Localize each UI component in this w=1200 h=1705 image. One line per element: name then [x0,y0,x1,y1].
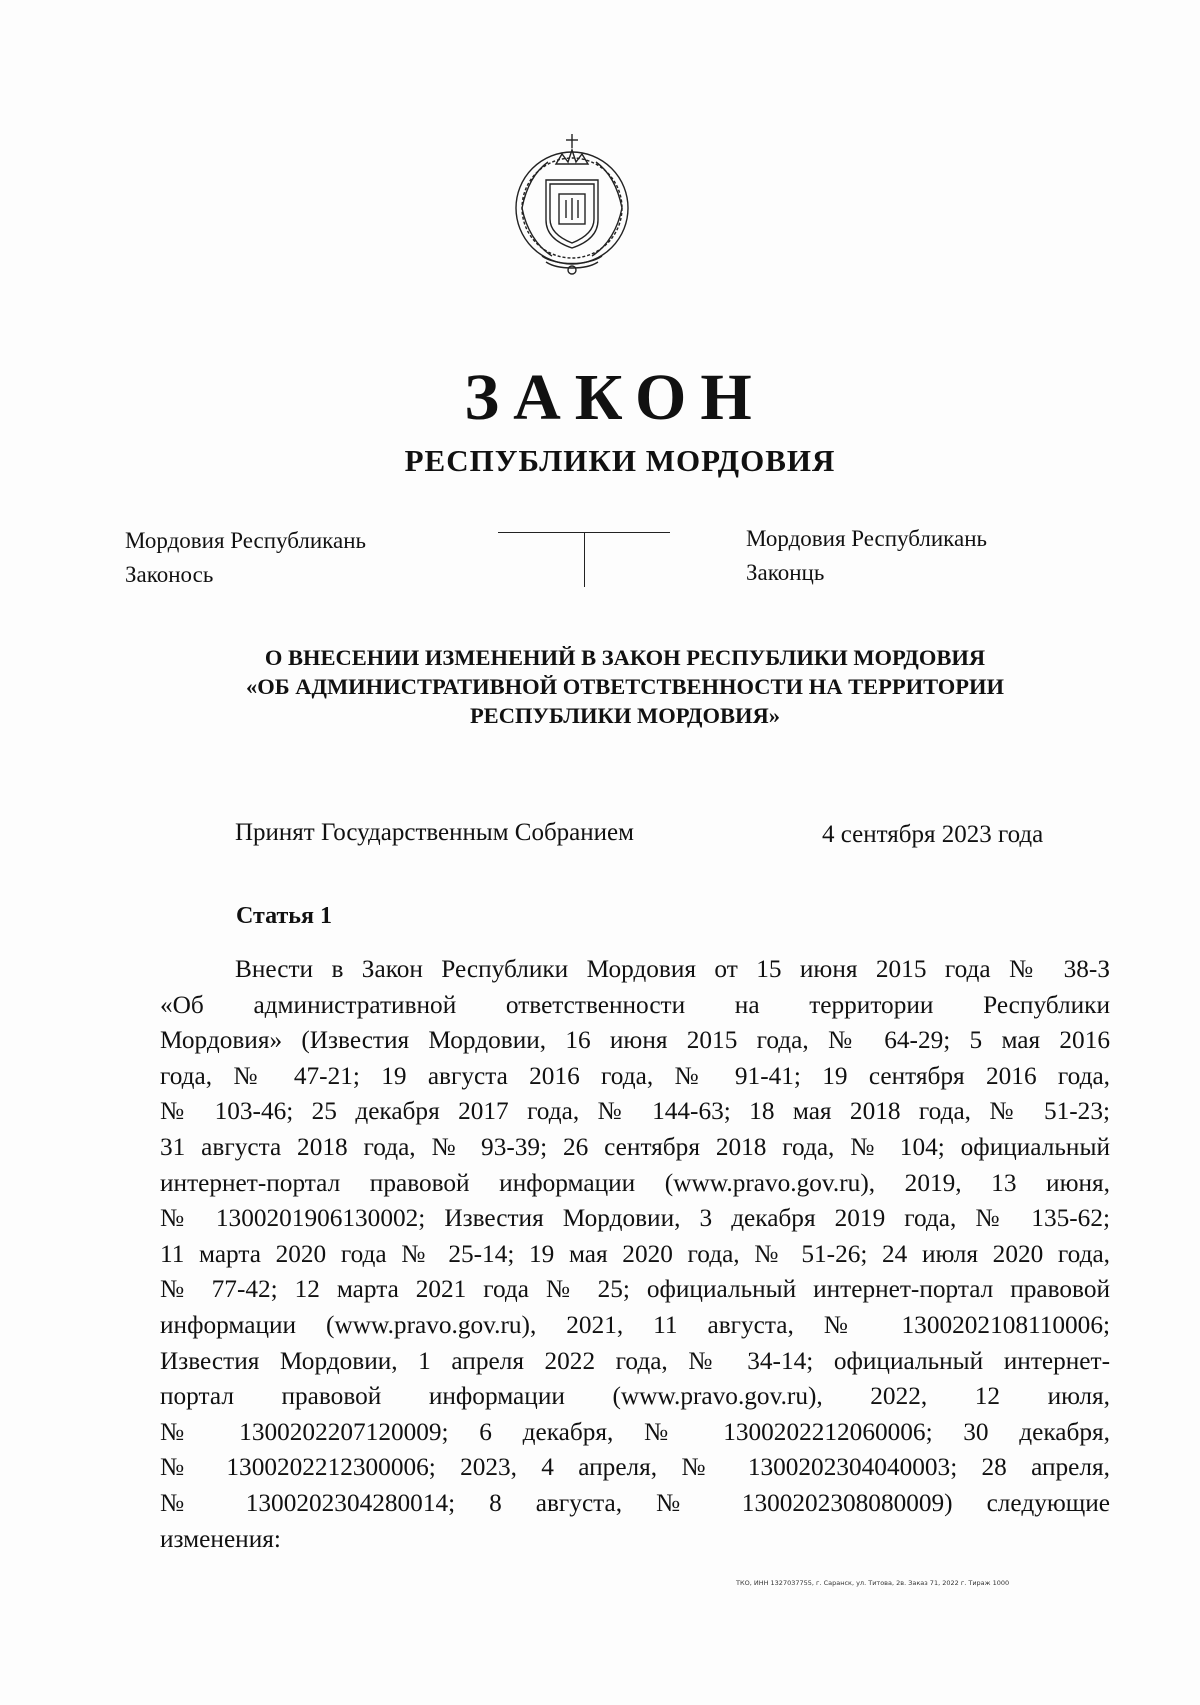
printer-imprint: ТКО, ИНН 1327037755, г. Саранск, ул. Титова, 2в. Заказ 71, 2022 г. Тираж 1000 [736,1579,1010,1587]
moksha-title-left [125,524,366,592]
article-title: Статья 1 [236,903,332,929]
moksha-right-line1: Мордовия Республикань [746,526,988,551]
body-line: Известия Мордовии, 1 апреля 2022 года, № 34-14; официальный интернет- [160,1346,1110,1375]
law-heading [0,643,1200,730]
body-line: Мордовия» (Известия Мордовии, 16 июня 2015 года, № 64-29; 5 мая 2016 [160,1026,1110,1055]
article-body [160,952,1110,1557]
adoption-date: 4 сентября 2023 года [822,821,1044,848]
law-heading-line2: «ОБ АДМИНИСТРАТИВНОЙ ОТВЕТСТВЕННОСТИ НА ТЕРРИТОРИИ [245,674,1005,699]
moksha-left-line2: Законось [125,562,214,587]
adopted-by: Принят Государственным Собранием [235,819,634,846]
moksha-right-line2: Законць [746,560,825,585]
document-subtitle: РЕСПУБЛИКИ МОРДОВИЯ [404,443,836,478]
body-line: № 103-46; 25 декабря 2017 года, № 144-63; 18 мая 2018 года, № 51-23; [160,1097,1110,1126]
body-line: № 1300202304280014; 8 августа, № 1300202308080009) следующие [160,1488,1110,1517]
body-line: изменения: [160,1524,281,1553]
body-line: № 77-42; 12 марта 2021 года № 25; официальный интернет-портал правовой [160,1275,1110,1304]
body-line: № 1300201906130002; Известия Мордовии, 3 декабря 2019 года, № 135-62; [160,1204,1110,1233]
body-line: № 1300202212300006; 2023, 4 апреля, № 1300202304040003; 28 апреля, [160,1453,1110,1482]
body-line: Внести в Закон Республики Мордовия от 15 июня 2015 года № 38-З [235,955,1110,983]
body-line: 11 марта 2020 года № 25-14; 19 мая 2020 года, № 51-26; 24 июля 2020 года, [160,1239,1110,1268]
moksha-left-line1: Мордовия Республикань [125,528,367,553]
body-line: года, № 47-21; 19 августа 2016 года, № 91-41; 19 сентября 2016 года, [160,1061,1110,1090]
body-line: 31 августа 2018 года, № 93-39; 26 сентября 2018 года, № 104; официальный [160,1132,1110,1161]
law-heading-line3: РЕСПУБЛИКИ МОРДОВИЯ» [469,703,781,728]
document-title: ЗАКОН [464,361,766,434]
law-heading-line1: О ВНЕСЕНИИ ИЗМЕНЕНИЙ В ЗАКОН РЕСПУБЛИКИ МОРДОВИЯ [264,645,986,670]
moksha-title-right [746,522,987,590]
body-line: портал правовой информации (www.pravo.gov.ru), 2022, 12 июля, [160,1382,1110,1411]
body-line: информации (www.pravo.gov.ru), 2021, 11 августа, № 1300202108110006; [160,1310,1110,1339]
body-line: «Об административной ответственности на территории Республики [160,990,1110,1019]
body-line: интернет-портал правовой информации (www.pravo.gov.ru), 2019, 13 июня, [160,1168,1110,1197]
body-line: № 1300202207120009; 6 декабря, № 1300202212060006; 30 декабря, [160,1417,1110,1446]
header-divider-vertical [584,533,585,587]
coat-of-arms-icon [512,128,632,276]
